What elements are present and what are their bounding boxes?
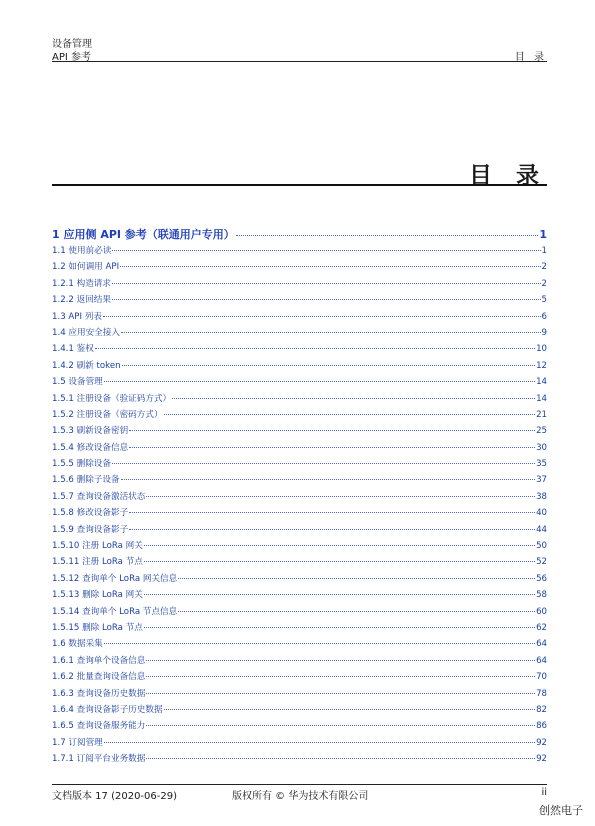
toc-entry-title: 1.5.1 注册设备（验证码方式）: [52, 393, 172, 404]
toc-entry-page: 52: [536, 557, 547, 568]
header-divider: [52, 61, 547, 62]
toc-entry[interactable]: [52, 588, 547, 604]
title-divider: [52, 184, 547, 186]
footer-page-number: ii: [541, 787, 547, 798]
toc-entry-title: 1.5.15 删除 LoRa 节点: [52, 622, 143, 633]
toc-entry[interactable]: [52, 605, 547, 621]
toc-dot-leader: [146, 496, 535, 497]
toc-entry[interactable]: [52, 226, 547, 244]
toc-entry[interactable]: [52, 359, 547, 375]
toc-entry-title: 1.5.4 修改设备信息: [52, 442, 129, 453]
toc-dot-leader: [104, 381, 535, 382]
toc-entry-title: 1.6 数据采集: [52, 639, 103, 650]
toc-dot-leader: [164, 709, 536, 710]
toc-dot-leader: [146, 758, 535, 759]
toc-dot-leader: [178, 611, 535, 612]
toc-entry-title: 1.5.14 查询单个 LoRa 节点信息: [52, 606, 178, 617]
toc-dot-leader: [172, 398, 535, 399]
toc-entry-title: 1.5.13 删除 LoRa 网关: [52, 590, 143, 601]
toc-entry-page: 58: [536, 590, 547, 601]
toc-entry[interactable]: [52, 457, 547, 473]
toc-entry-page: 82: [536, 704, 547, 715]
toc-dot-leader: [112, 463, 535, 464]
toc-entry-page: 92: [536, 754, 547, 765]
toc-entry-page: 78: [536, 688, 547, 699]
toc-entry-title: 1.5.5 删除设备: [52, 459, 111, 470]
toc-entry-page: 5: [541, 295, 547, 306]
toc-dot-leader: [95, 348, 535, 349]
toc-entry[interactable]: [52, 392, 547, 408]
toc-entry-page: 6: [541, 311, 547, 322]
toc-entry[interactable]: [52, 654, 547, 670]
toc-entry[interactable]: [52, 293, 547, 309]
toc-dot-leader: [164, 414, 536, 415]
toc-dot-leader: [112, 250, 540, 251]
toc-entry-page: 1: [539, 228, 547, 241]
toc-entry-title: 1.4.1 鉴权: [52, 344, 94, 355]
toc-dot-leader: [144, 594, 535, 595]
toc-entry[interactable]: [52, 424, 547, 440]
footer-divider: [52, 784, 547, 785]
toc-entry[interactable]: [52, 572, 547, 588]
toc-entry-page: 14: [536, 377, 547, 388]
toc-entry-page: 64: [536, 655, 547, 666]
toc-entry-title: 1.6.5 查询设备服务能力: [52, 721, 146, 732]
toc-entry-title: 1.2.2 返回结果: [52, 295, 111, 306]
page-title: 目 录: [468, 163, 547, 189]
toc-entry-title: 1.2 如何调用 API: [52, 262, 120, 273]
header-section-name: 目 录: [514, 52, 547, 63]
toc-entry-title: 1.4.2 刷新 token: [52, 360, 121, 371]
toc-dot-leader: [120, 266, 540, 267]
toc-entry-title: 1.3 API 列表: [52, 311, 102, 322]
header-doc-title: 设备管理: [52, 39, 92, 50]
toc-entry[interactable]: [52, 637, 547, 653]
toc-dot-leader: [144, 561, 535, 562]
toc-entry-title: 1.6.4 查询设备影子历史数据: [52, 704, 163, 715]
header-doc-subtitle: API 参考: [52, 52, 91, 63]
toc-dot-leader: [146, 660, 535, 661]
toc-dot-leader: [144, 627, 535, 628]
toc-entry[interactable]: [52, 506, 547, 522]
table-of-contents: [52, 226, 547, 769]
toc-entry[interactable]: [52, 408, 547, 424]
toc-entry-page: 40: [536, 508, 547, 519]
toc-entry[interactable]: [52, 342, 547, 358]
toc-entry[interactable]: [52, 555, 547, 571]
toc-dot-leader: [112, 299, 541, 300]
footer-version: 文档版本 17 (2020-06-29): [52, 791, 177, 802]
toc-entry-page: 2: [541, 278, 547, 289]
toc-entry[interactable]: [52, 719, 547, 735]
toc-entry-title: 1.5.12 查询单个 LoRa 网关信息: [52, 573, 178, 584]
toc-entry-page: 25: [536, 426, 547, 437]
toc-entry-title: 1.2.1 构造请求: [52, 278, 111, 289]
toc-dot-leader: [122, 365, 536, 366]
toc-entry-page: 60: [536, 606, 547, 617]
toc-dot-leader: [129, 447, 535, 448]
toc-entry-title: 1.5.8 修改设备影子: [52, 508, 129, 519]
toc-entry[interactable]: [52, 310, 547, 326]
toc-entry[interactable]: [52, 244, 547, 260]
toc-entry-title: 1.5.2 注册设备（密码方式）: [52, 409, 163, 420]
toc-entry-title: 1.4 应用安全接入: [52, 327, 120, 338]
toc-dot-leader: [178, 578, 535, 579]
toc-entry-page: 21: [536, 409, 547, 420]
toc-entry[interactable]: [52, 490, 547, 506]
toc-dot-leader: [144, 545, 535, 546]
toc-entry-page: 50: [536, 541, 547, 552]
toc-entry[interactable]: [52, 670, 547, 686]
watermark: 创然电子: [539, 804, 583, 817]
toc-entry-page: 14: [536, 393, 547, 404]
toc-dot-leader: [121, 332, 541, 333]
toc-entry-page: 38: [536, 491, 547, 502]
toc-entry-page: 92: [536, 737, 547, 748]
toc-dot-leader: [129, 512, 535, 513]
toc-entry-page: 70: [536, 672, 547, 683]
toc-entry[interactable]: [52, 375, 547, 391]
toc-entry-page: 30: [536, 442, 547, 453]
toc-entry[interactable]: [52, 736, 547, 752]
toc-entry[interactable]: [52, 523, 547, 539]
toc-entry-page: 12: [536, 360, 547, 371]
toc-dot-leader: [112, 283, 541, 284]
toc-dot-leader: [146, 725, 535, 726]
toc-entry-title: 1.6.1 查询单个设备信息: [52, 655, 146, 666]
toc-entry-page: 86: [536, 721, 547, 732]
toc-entry-page: 1: [541, 246, 547, 256]
toc-entry-page: 56: [536, 573, 547, 584]
toc-entry-title: 1.1 使用前必读: [52, 246, 112, 256]
toc-dot-leader: [146, 693, 535, 694]
toc-entry-title: 1.7.1 订阅平台业务数据: [52, 754, 146, 765]
toc-entry-title: 1.5.6 删除子设备: [52, 475, 120, 486]
toc-entry-page: 35: [536, 459, 547, 470]
toc-entry-page: 62: [536, 622, 547, 633]
toc-dot-leader: [103, 316, 541, 317]
toc-entry[interactable]: [52, 473, 547, 489]
toc-entry[interactable]: [52, 621, 547, 637]
toc-entry-title: 1.7 订阅管理: [52, 737, 103, 748]
toc-entry[interactable]: [52, 441, 547, 457]
toc-entry-page: 44: [536, 524, 547, 535]
toc-entry[interactable]: [52, 687, 547, 703]
toc-entry-title: 1.5.10 注册 LoRa 网关: [52, 541, 143, 552]
toc-entry[interactable]: [52, 260, 547, 276]
toc-entry-title: 1 应用侧 API 参考（联通用户专用）: [52, 228, 235, 241]
toc-entry-title: 1.5 设备管理: [52, 377, 103, 388]
toc-entry[interactable]: [52, 752, 547, 768]
toc-dot-leader: [146, 676, 535, 677]
toc-entry[interactable]: [52, 539, 547, 555]
toc-entry-page: 37: [536, 475, 547, 486]
toc-entry-title: 1.5.11 注册 LoRa 节点: [52, 557, 143, 568]
toc-entry-title: 1.5.9 查询设备影子: [52, 524, 129, 535]
toc-dot-leader: [129, 529, 535, 530]
toc-entry[interactable]: [52, 326, 547, 342]
footer-copyright: 版权所有 © 华为技术有限公司: [232, 791, 369, 802]
toc-entry-title: 1.5.7 查询设备激活状态: [52, 491, 146, 502]
toc-entry-page: 2: [541, 262, 547, 273]
toc-entry-title: 1.6.3 查询设备历史数据: [52, 688, 146, 699]
toc-entry-page: 10: [536, 344, 547, 355]
toc-dot-leader: [236, 235, 539, 236]
toc-dot-leader: [104, 643, 535, 644]
toc-dot-leader: [129, 430, 535, 431]
toc-entry-page: 9: [541, 327, 547, 338]
toc-dot-leader: [121, 479, 535, 480]
toc-entry[interactable]: [52, 277, 547, 293]
toc-entry-page: 64: [536, 639, 547, 650]
toc-dot-leader: [104, 742, 535, 743]
toc-entry-title: 1.5.3 刷新设备密钥: [52, 426, 129, 437]
toc-entry-title: 1.6.2 批量查询设备信息: [52, 672, 146, 683]
toc-entry[interactable]: [52, 703, 547, 719]
